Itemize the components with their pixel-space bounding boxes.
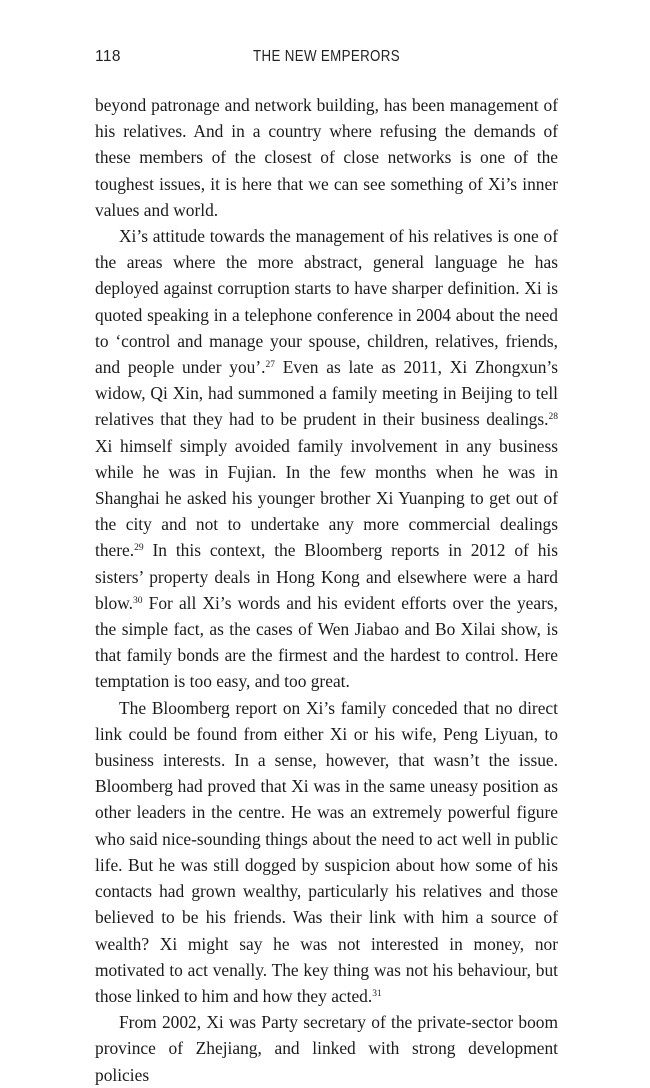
- paragraph-text: For all Xi’s words and his evident efforts over the years, the simple fact, as the cases of Wen Jiabao and Bo Xilai show, is that family bonds are the firmest and the hardest to control. Here temptation is too easy, and too great.: [95, 592, 558, 692]
- paragraph-text: Xi himself simply avoided family involvement in any business while he was in Fujian. In the few months when he was in Shanghai he asked his younger brother Xi Yuanping to get out of the city and not to undertake any more commercial dealings there.: [95, 435, 558, 561]
- paragraph-text: Even as late as 2011, Xi Zhongxun’s widow, Qi Xin, had summoned a family meeting in Beijing to tell relatives that they had to be prudent in their business dealings.: [95, 357, 558, 430]
- paragraph-text: beyond patronage and network building, has been management of his relatives. And in a country where refusing the demands of these members of the closest of close networks is one of the toughest issues, it is here that we can see something of Xi’s inner values and world.: [95, 95, 558, 220]
- body-text: [95, 92, 558, 1088]
- paragraph: [95, 695, 558, 1009]
- footnote-ref: 31: [372, 988, 382, 999]
- running-head: THE NEW EMPERORS: [253, 48, 400, 65]
- paragraph-text: In this context, the Bloomberg reports in 2012 of his sisters’ property deals in Hong Kong and elsewhere were a hard blow.: [95, 540, 558, 613]
- footnote-ref: 27: [265, 360, 276, 371]
- footnote-ref: 28: [548, 412, 558, 423]
- paragraph-text: The Bloomberg report on Xi’s family conceded that no direct link could be found from either Xi or his wife, Peng Liyuan, to business interests. In a sense, however, that wasn’t the issue. Bloomberg had proved that Xi was in the same uneasy position as other leaders in the centre. He was an extremely powerful figure who said nice-sounding things about the need to act well in public life. But he was still dogged by suspicion about how some of his contacts had grown wealthy, particularly his relatives and those believed to be his friends. Was their link with him a source of wealth? Xi might say he was not interested in money, nor motivated to act venally. The key thing was not his behaviour, but those linked to him and how they acted.: [95, 697, 558, 1006]
- page-header: [95, 48, 558, 72]
- paragraph: [95, 1009, 558, 1088]
- page-number: 118: [95, 48, 121, 65]
- footnote-ref: 30: [133, 595, 143, 606]
- paragraph-text: Xi’s attitude towards the management of his relatives is one of the areas where the more abstract, general language he has deployed against corruption starts to have sharper definition. Xi is quoted speaking in a telephone conference in 2004 about the need to ‘control and manage your spouse, children, relatives, friends, and people under you’.: [95, 226, 558, 378]
- paragraph: [95, 92, 558, 223]
- paragraph: [95, 223, 558, 695]
- footnote-ref: 29: [134, 543, 144, 554]
- paragraph-text: From 2002, Xi was Party secretary of the private-sector boom province of Zhejiang, and linked with strong development policies: [95, 1012, 558, 1085]
